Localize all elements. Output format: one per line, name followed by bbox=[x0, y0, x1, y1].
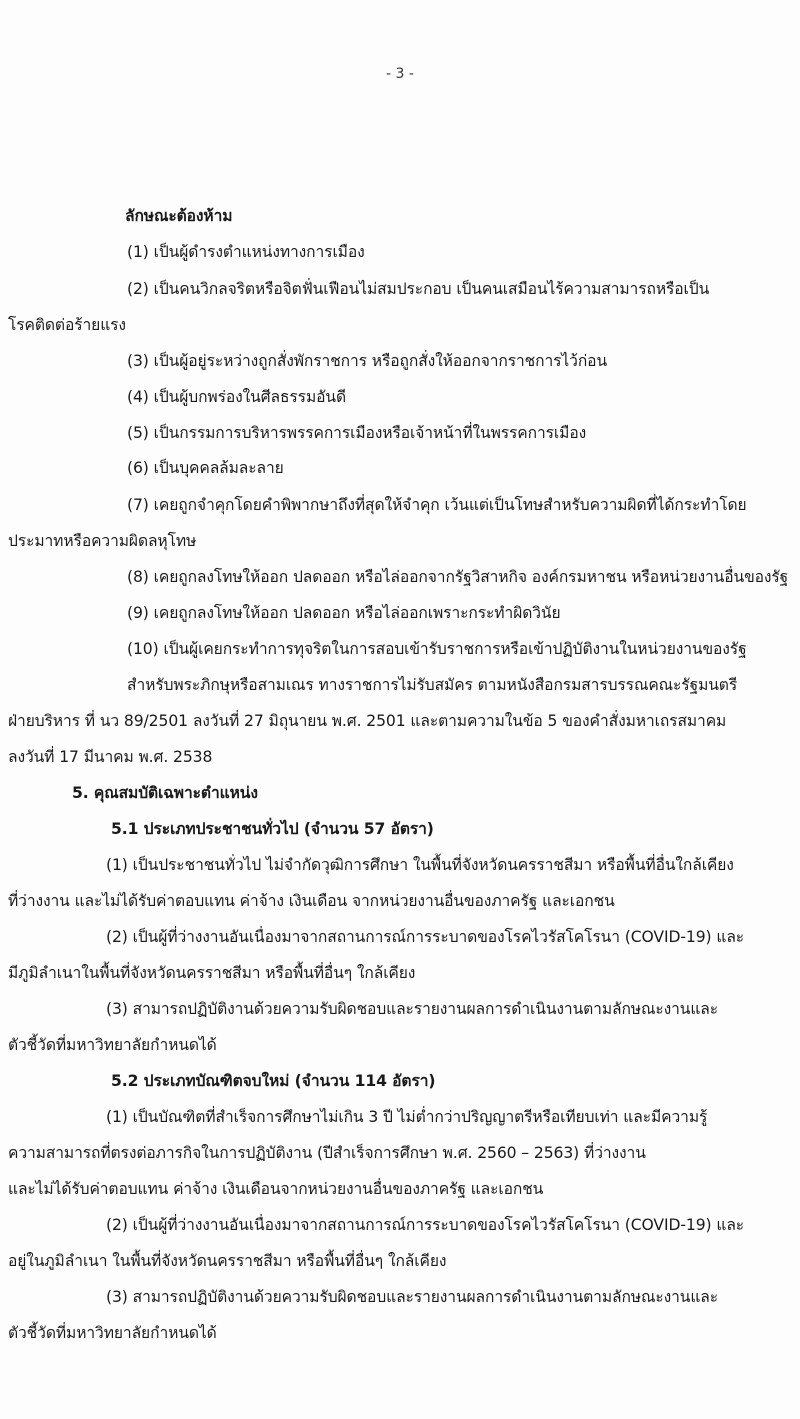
s52-line-2: ความสามารถที่ตรงต่อภารกิจในการปฏิบัติงาน (ปีสำเร็จการศึกษา พ.ศ. 2560 – 2563) ที่ว่างงาน bbox=[8, 1144, 646, 1162]
s51-line-1: (1) เป็นประชาชนทั่วไป ไม่จำกัดวุฒิการศึกษา ในพื้นที่จังหวัดนครราชสีมา หรือพื้นที่อื่นใกล้เคียง bbox=[106, 856, 734, 874]
prohibited-item-7: (7) เคยถูกจำคุกโดยคำพิพากษาถึงที่สุดให้จำคุก เว้นแต่เป็นโทษสำหรับความผิดที่ได้กระทำโดย bbox=[127, 496, 747, 514]
prohibited-item-8: (8) เคยถูกลงโทษให้ออก ปลดออก หรือไล่ออกจากรัฐวิสาหกิจ องค์กรมหาชน หรือหน่วยงานอื่นของรัฐ bbox=[127, 568, 789, 586]
section-5-heading: 5. คุณสมบัติเฉพาะตำแหน่ง bbox=[72, 784, 258, 802]
s51-line-3: (2) เป็นผู้ที่ว่างงานอันเนื่องมาจากสถานการณ์การระบาดของโรคไวรัสโคโรนา (COVID-19) และ bbox=[106, 928, 745, 946]
prohibited-item-1: (1) เป็นผู้ดำรงตำแหน่งทางการเมือง bbox=[127, 243, 365, 261]
s52-line-6: (3) สามารถปฏิบัติงานด้วยความรับผิดชอบและรายงานผลการดำเนินงานตามลักษณะงานและ bbox=[106, 1288, 719, 1306]
s52-line-4: (2) เป็นผู้ที่ว่างงานอันเนื่องมาจากสถานการณ์การระบาดของโรคไวรัสโคโรนา (COVID-19) และ bbox=[106, 1216, 745, 1234]
prohibited-item-6: (6) เป็นบุคคลล้มละลาย bbox=[127, 459, 284, 477]
page-number: - 3 - bbox=[386, 66, 414, 82]
prohibited-item-4: (4) เป็นผู้บกพร่องในศีลธรรมอันดี bbox=[127, 388, 346, 406]
s51-line-4: มีภูมิลำเนาในพื้นที่จังหวัดนครราชสีมา หรือพื้นที่อื่นๆ ใกล้เคียง bbox=[8, 964, 416, 982]
s51-line-5: (3) สามารถปฏิบัติงานด้วยความรับผิดชอบและรายงานผลการดำเนินงานตามลักษณะงานและ bbox=[106, 1000, 719, 1018]
s52-line-3: และไม่ได้รับค่าตอบแทน ค่าจ้าง เงินเดือนจากหน่วยงานอื่นของภาครัฐ และเอกชน bbox=[8, 1180, 544, 1198]
s52-line-5: อยู่ในภูมิลำเนา ในพื้นที่จังหวัดนครราชสีมา หรือพื้นที่อื่นๆ ใกล้เคียง bbox=[8, 1252, 447, 1270]
s52-line-7: ตัวชี้วัดที่มหาวิทยาลัยกำหนดได้ bbox=[8, 1324, 217, 1342]
section-5-1-heading: 5.1 ประเภทประชาชนทั่วไป (จำนวน 57 อัตรา) bbox=[111, 820, 434, 838]
monk-clause-cont-2: ลงวันที่ 17 มีนาคม พ.ศ. 2538 bbox=[8, 748, 213, 766]
prohibited-item-9: (9) เคยถูกลงโทษให้ออก ปลดออก หรือไล่ออกเพราะกระทำผิดวินัย bbox=[127, 604, 561, 622]
prohibited-item-2: (2) เป็นคนวิกลจริตหรือจิตฟั่นเฟือนไม่สมประกอบ เป็นคนเสมือนไร้ความสามารถหรือเป็น bbox=[127, 280, 710, 298]
prohibited-item-5: (5) เป็นกรรมการบริหารพรรคการเมืองหรือเจ้าหน้าที่ในพรรคการเมือง bbox=[127, 424, 587, 442]
prohibited-item-2-cont: โรคติดต่อร้ายแรง bbox=[8, 316, 126, 334]
prohibited-heading: ลักษณะต้องห้าม bbox=[125, 207, 233, 225]
prohibited-item-7-cont: ประมาทหรือความผิดลหุโทษ bbox=[8, 532, 197, 550]
prohibited-item-10: (10) เป็นผู้เคยกระทำการทุจริตในการสอบเข้ารับราชการหรือเข้าปฏิบัติงานในหน่วยงานของรัฐ bbox=[127, 640, 747, 658]
s51-line-2: ที่ว่างงาน และไม่ได้รับค่าตอบแทน ค่าจ้าง เงินเดือน จากหน่วยงานอื่นของภาครัฐ และเอกชน bbox=[8, 892, 615, 910]
s51-line-6: ตัวชี้วัดที่มหาวิทยาลัยกำหนดได้ bbox=[8, 1036, 217, 1054]
s52-line-1: (1) เป็นบัณฑิตที่สำเร็จการศึกษาไม่เกิน 3 ปี ไม่ต่ำกว่าปริญญาตรีหรือเทียบเท่า และมีความรู้ bbox=[106, 1108, 708, 1126]
prohibited-item-3: (3) เป็นผู้อยู่ระหว่างถูกสั่งพักราชการ หรือถูกสั่งให้ออกจากราชการไว้ก่อน bbox=[127, 352, 608, 370]
monk-clause-cont-1: ฝ่ายบริหาร ที่ นว 89/2501 ลงวันที่ 27 มิถุนายน พ.ศ. 2501 และตามความในข้อ 5 ของคำสั่งมหาเถรสมาคม bbox=[8, 712, 727, 730]
section-5-2-heading: 5.2 ประเภทบัณฑิตจบใหม่ (จำนวน 114 อัตรา) bbox=[111, 1072, 436, 1090]
monk-clause: สำหรับพระภิกษุหรือสามเณร ทางราชการไม่รับสมัคร ตามหนังสือกรมสารบรรณคณะรัฐมนตรี bbox=[127, 676, 738, 694]
